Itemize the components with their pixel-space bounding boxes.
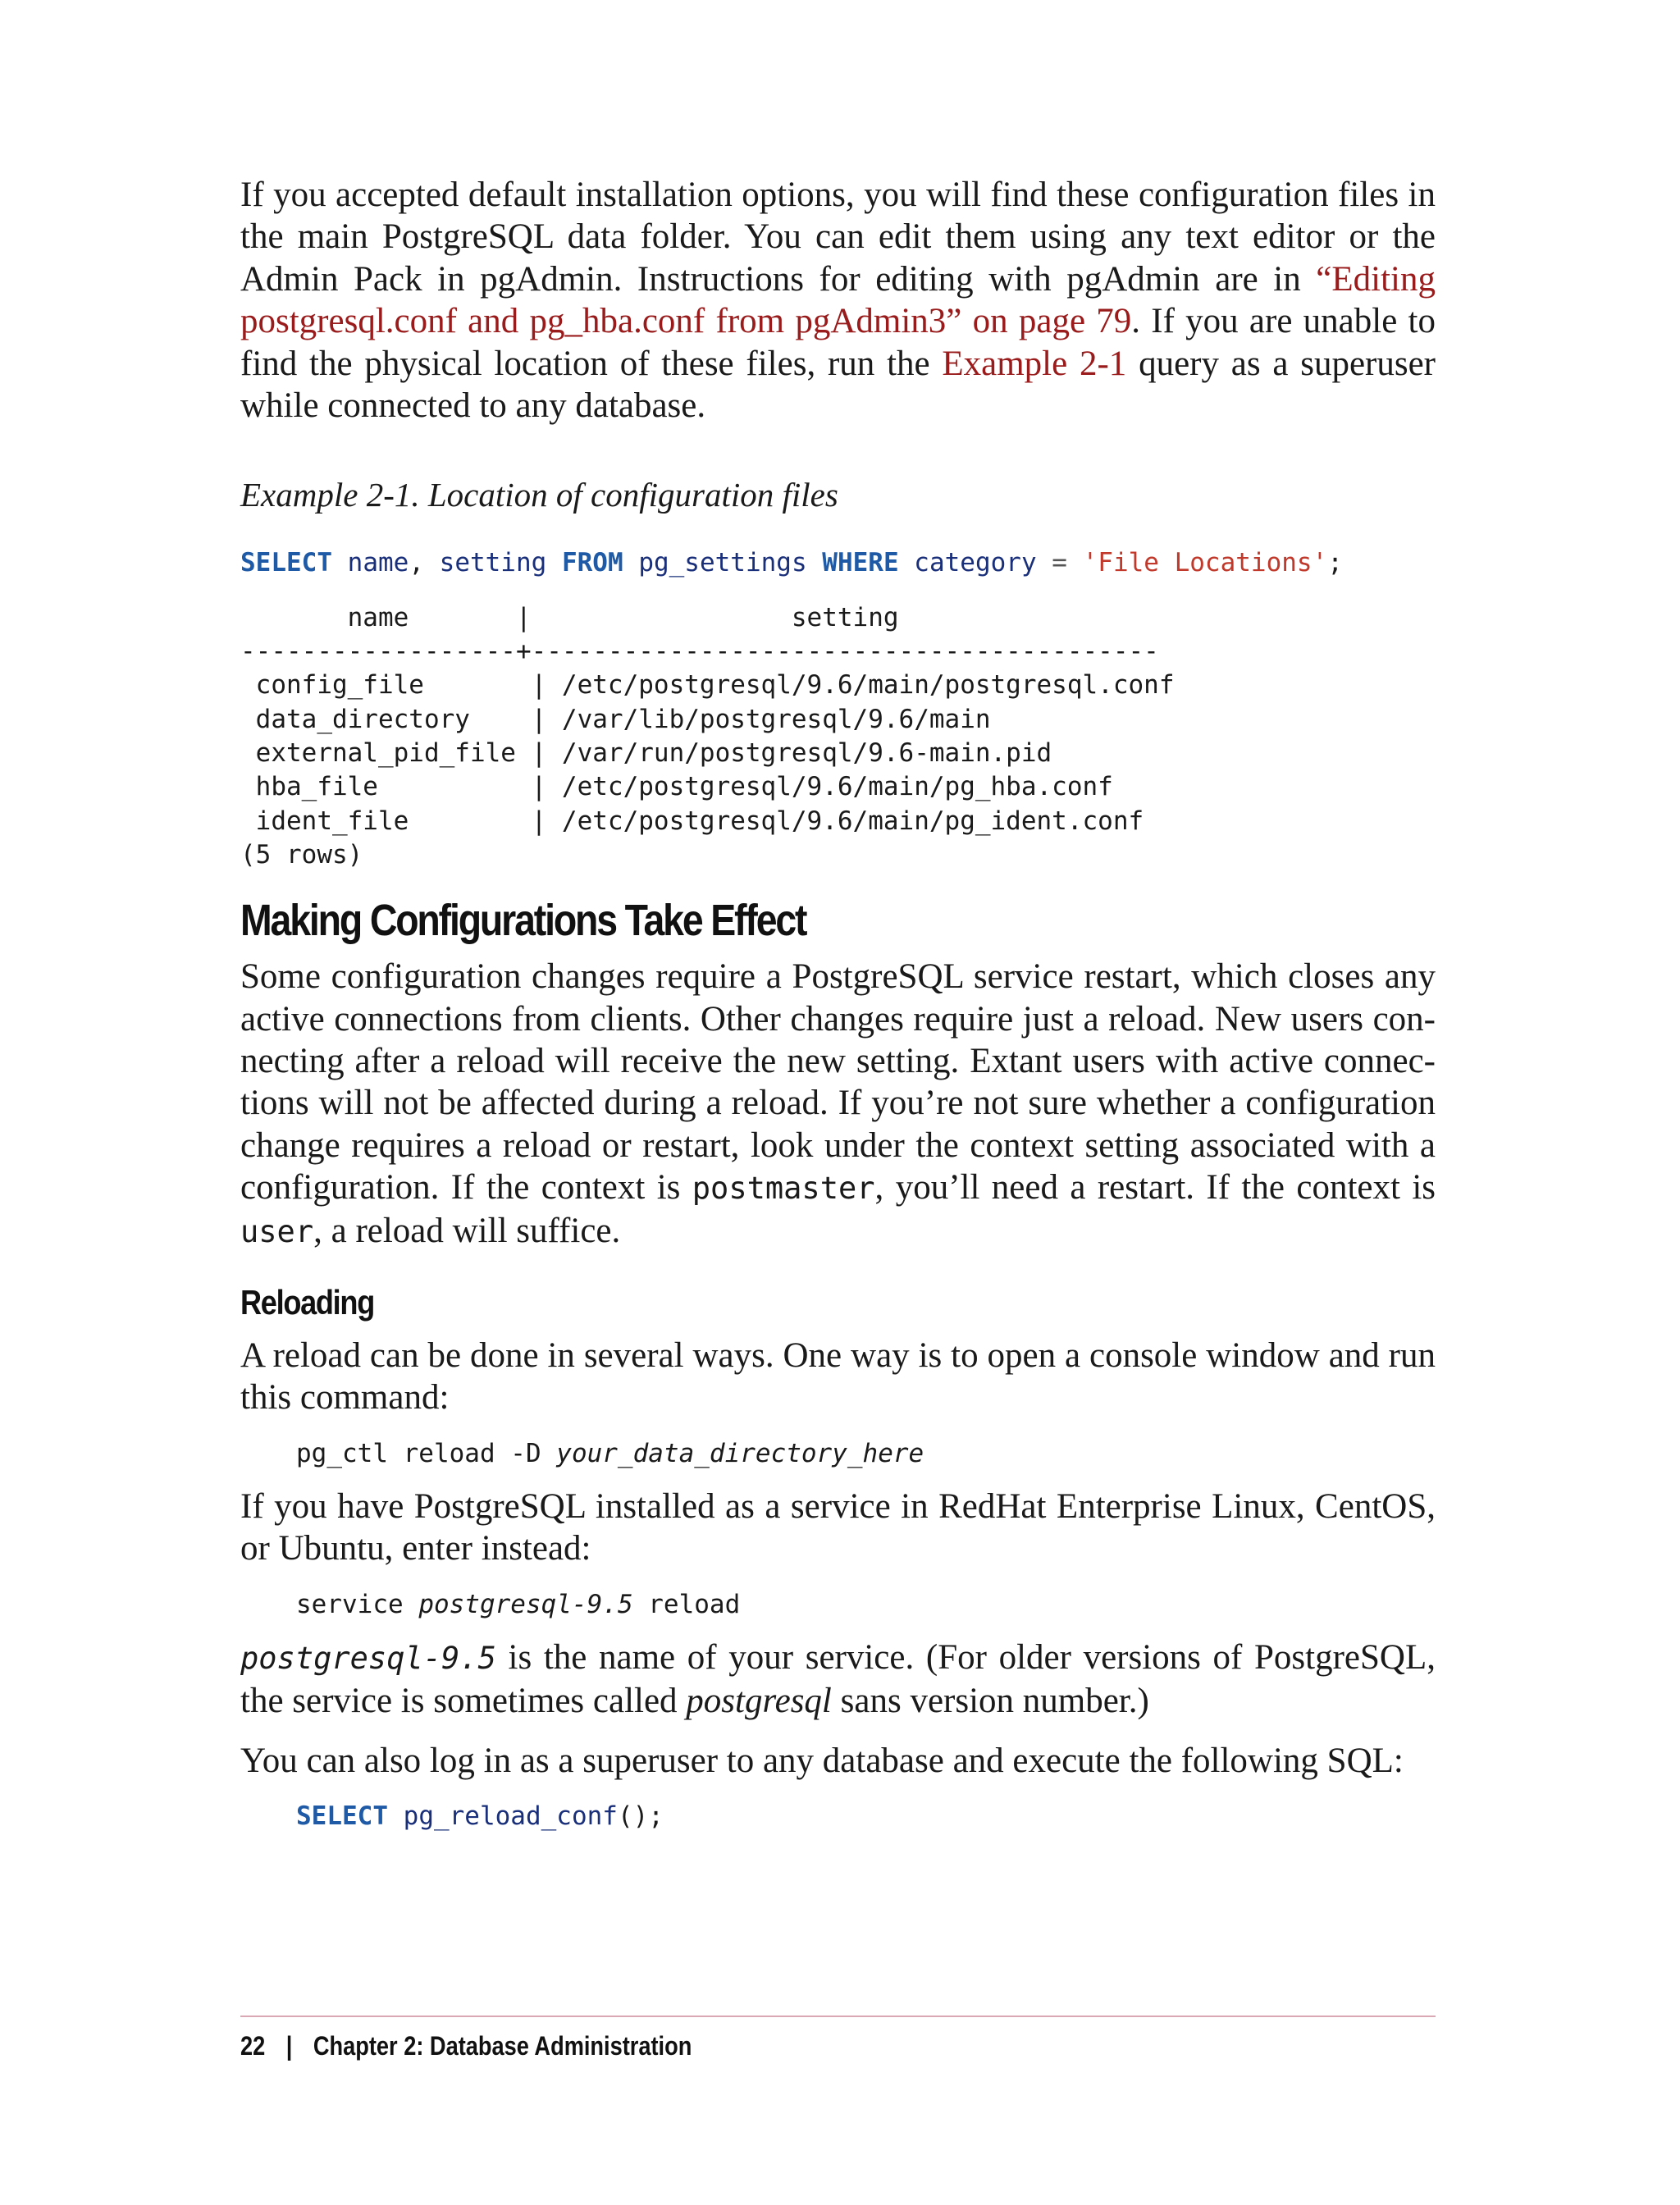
result-row: data_directory | /var/lib/postgresql/9.6/main (240, 704, 991, 734)
intro-paragraph (240, 174, 1436, 427)
cmd3-rest: (); (617, 1801, 664, 1832)
sql-keyword-select: SELECT (240, 548, 332, 578)
inline-code-service-name: postgresql-9.5 (240, 1641, 496, 1677)
reload-paragraph-3 (240, 1637, 1436, 1722)
query-result (240, 601, 1436, 872)
intro-text-1: If you accepted default installation options, you will find these configuration files in the main PostgreSQL data folder. You can edit them using any text editor or the Admin Pack in pgAdmin. Instructions for editing with pgAdmin are in (240, 176, 1436, 299)
xref-example-2-1[interactable]: Example 2-1 (942, 344, 1127, 383)
footer-separator: | (285, 2031, 293, 2061)
result-row: hba_file | /etc/postgresql/9.6/main/pg_hba.conf (240, 772, 1113, 802)
para3-text-1: is the name of your service. (For older versions of PostgreSQL, the service is sometimes called (240, 1638, 1436, 1720)
footer-rule (240, 2016, 1436, 2017)
result-row: external_pid_file | /var/run/postgresql/9.6-main.pid (240, 737, 1052, 768)
example-caption: Example 2-1. Location of configuration files (240, 476, 838, 514)
sql-column-category: category (914, 548, 1037, 578)
section-text-1: Some configuration changes require a PostgreSQL service restart, which closes any active connections from clients. Other changes require just a reload. New users connecting after a reload will receive the new setting. Extant users with active connections will not be affected during a reload. If you’re not sure whether a configuration change requires a reload or restart, look under the context setting associated with a configuration. If the context is (240, 957, 1436, 1208)
page-number: 22 (240, 2031, 266, 2061)
section-text-2: , you’ll need a restart. If the context is (874, 1168, 1436, 1208)
para3-text-2: sans version number.) (831, 1681, 1149, 1720)
para3-italic: postgresql (686, 1681, 832, 1720)
command-pg-ctl (240, 1437, 1436, 1471)
sql-keyword-from: FROM (561, 548, 623, 578)
result-divider: ------------------+----------------------------------------- (240, 637, 1159, 667)
sql-column-setting: setting (439, 548, 547, 578)
sql-semicolon: ; (1327, 548, 1343, 578)
cmd-pg-ctl-placeholder: your_data_directory_here (556, 1438, 924, 1468)
xref-editing-config[interactable]: “Editing postgresql.conf and pg_hba.conf from pgAdmin3” on page 79 (240, 259, 1436, 341)
example-sql (240, 546, 1436, 580)
page-footer (240, 2029, 692, 2062)
section-title: Making Configurations Take Effect (240, 896, 806, 946)
inline-code-user: user (240, 1213, 314, 1249)
sql-keyword-where: WHERE (822, 548, 899, 578)
sql-operator: = (1052, 548, 1067, 578)
inline-code-postmaster: postmaster (692, 1171, 875, 1207)
cmd-service-placeholder: postgresql-9.5 (418, 1589, 633, 1619)
intro-text-3: query as a superuser while connected to any database. (240, 344, 1436, 426)
subsection-title: Reloading (240, 1282, 374, 1322)
chapter-title: Chapter 2: Database Administration (313, 2031, 692, 2061)
sql-string-value: 'File Locations' (1082, 548, 1328, 578)
sql-comma: , (409, 548, 424, 578)
command-reload-conf (240, 1800, 1436, 1833)
result-row: ident_file | /etc/postgresql/9.6/main/pg_ident.conf (240, 806, 1144, 836)
result-row-count: (5 rows) (240, 839, 363, 870)
command-service (240, 1588, 1436, 1622)
page-content (240, 174, 1436, 1834)
result-row: config_file | /etc/postgresql/9.6/main/postgresql.conf (240, 670, 1175, 701)
reload-paragraph-4: You can also log in as a superuser to any database and execute the following SQL: (240, 1741, 1404, 1780)
section-text-3: , a reload will suffice. (313, 1211, 621, 1250)
cmd-pg-ctl-prefix: pg_ctl reload -D (296, 1438, 557, 1468)
intro-text-2: . If you are unable to find the physical location of these files, run the (240, 302, 1436, 383)
section-paragraph (240, 956, 1436, 1253)
cmd3-function: pg_reload_conf (403, 1801, 618, 1832)
reload-paragraph-1: A reload can be done in several ways. One way is to open a console window and run this command: (240, 1335, 1436, 1418)
reload-paragraph-2: If you have PostgreSQL installed as a service in RedHat Enterprise Linux, CentOS, or Ubuntu, enter instead: (240, 1487, 1436, 1568)
sql-table: pg_settings (638, 548, 807, 578)
result-header: name | setting (240, 602, 899, 632)
sql-column-name: name (347, 548, 409, 578)
cmd-service-suffix: reload (632, 1589, 741, 1619)
cmd-service-prefix: service (296, 1589, 419, 1619)
cmd3-keyword: SELECT (296, 1801, 388, 1832)
